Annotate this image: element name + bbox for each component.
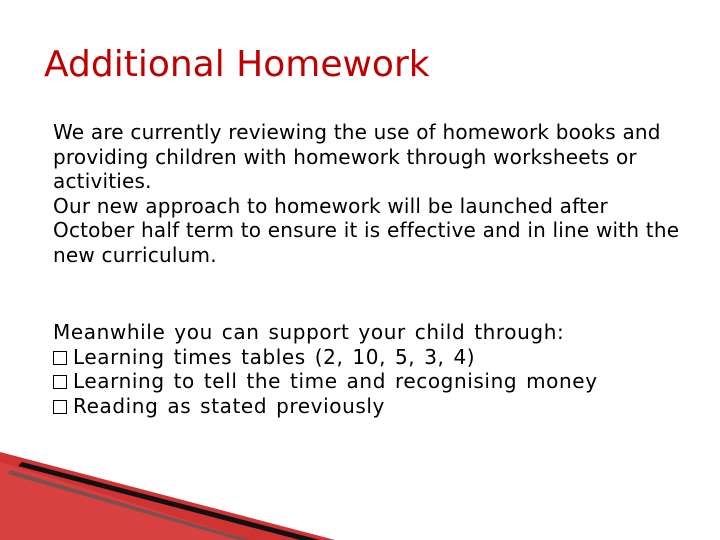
intro-text	[53, 120, 693, 267]
checkbox-icon	[53, 375, 67, 389]
list-item-text: Learning times tables (2, 10, 5, 3, 4)	[73, 344, 476, 369]
checkbox-icon	[53, 400, 67, 414]
page-title: Additional Homework	[44, 44, 430, 85]
list-item	[53, 345, 693, 370]
list-item	[53, 394, 693, 419]
checkbox-icon	[53, 351, 67, 365]
intro-paragraph: We are currently reviewing the use of homework books and providing children with homework through worksheets or activities.	[53, 120, 661, 193]
list-item	[53, 369, 693, 394]
list-item-text: Learning to tell the time and recognising money	[73, 369, 598, 393]
support-section	[53, 320, 693, 418]
intro-paragraph: Our new approach to homework will be launched after October half term to ensure it is effective and in line with the new curriculum.	[53, 193, 680, 267]
support-lead: Meanwhile you can support your child through:	[53, 320, 565, 344]
support-list	[53, 345, 693, 419]
list-item-text: Reading as stated previously	[73, 393, 385, 418]
